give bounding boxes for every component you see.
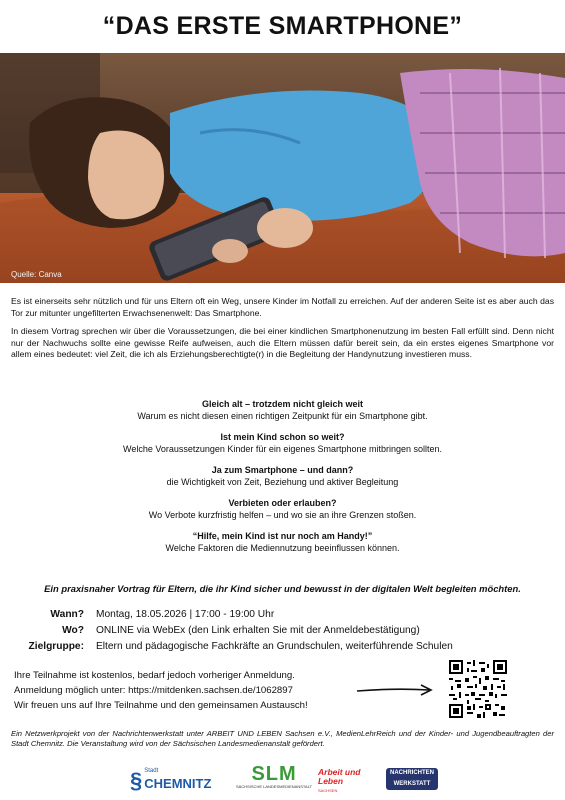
topic-title: “Hilfe, mein Kind ist nur noch am Handy!” [192,531,373,541]
event-row-when [14,606,453,622]
partner-logos [0,764,565,796]
intro-paragraph-1: Es ist einerseits sehr nützlich und für uns Eltern oft ein Weg, unsere Kinder im Notfall zu erreichen. Auf der anderen Seite ist es aber auch das Tor zur mitunter ungefilterten Erwachsenenwelt: Das Smartphone. [11,296,554,318]
topic-item [0,431,565,455]
child-with-smartphone-illustration [0,53,565,283]
slm-small-text: SÄCHSISCHE LANDESMEDIENANSTALT [236,784,313,789]
nw-line-1: NACHRICHTEN [390,770,434,776]
hand [257,208,313,248]
page-title: “DAS ERSTE SMARTPHONE” [102,12,463,40]
logo-slm [236,764,312,789]
topic-description: die Wichtigkeit von Zeit, Beziehung und aktiver Begleitung [166,477,399,487]
hero-photo [0,53,565,283]
topic-item [0,398,565,422]
logo-arbeit-und-leben [318,768,361,795]
topic-description: Welche Faktoren die Mediennutzung beeinflussen können. [165,543,400,553]
where-label: Wo? [62,624,84,636]
audience-value: Eltern und pädagogische Fachkräfte an Grundschulen, weiterführende Schulen [96,640,453,652]
topic-description: Welche Voraussetzungen Kinder für ein eigenes Smartphone mitbringen sollten. [122,444,443,454]
al-small-text: SACHSEN [318,788,338,793]
logo-nachrichtenwerkstatt [386,768,438,790]
event-row-audience [14,638,453,654]
chemnitz-big-text: CHEMNITZ [144,776,212,791]
signup-cost: Ihre Teilnahme ist kostenlos, bedarf jedoch vorheriger Anmeldung. [14,670,295,681]
intro-paragraph-2: In diesem Vortrag sprechen wir über die Voraussetzungen, die bei einer kindlichen Smartphonenutzung im besten Fall erfüllt sind. Denn nicht nur der Nachwuchs sollte eine gewisse Reife aufweisen, auch die Eltern müssen dafür bereit sein, da ein erstes eigenes Smartphone vor allem eines bedeutet: viel Zeit, die ich als Erziehungsberechtigte(r) in die Begleitung der Handynutzung investieren muss. [11,326,554,359]
topic-item [0,530,565,554]
chemnitz-mark-icon: § [130,767,143,793]
when-value: Montag, 18.05.2026 | 17:00 - 19:00 Uhr [96,608,275,620]
topic-item [0,497,565,521]
arrow-right-icon [355,682,435,698]
al-line-1: Arbeit und [318,767,361,777]
topic-title: Verbieten oder erlauben? [228,498,337,508]
event-row-where [14,622,453,638]
signup-closing: Wir freuen uns auf Ihre Teilnahme und den gemeinsamen Austausch! [14,700,308,711]
topic-title: Ja zum Smartphone – und dann? [211,465,354,475]
topic-list [0,398,565,563]
chemnitz-small-text: Stadt [144,768,159,774]
where-value: ONLINE via WebEx (den Link erhalten Sie mit der Anmeldebestätigung) [96,624,420,636]
topic-description: Warum es nicht diesen einen richtigen Zeitpunkt für ein Smartphone gibt. [137,411,428,421]
slm-big-text: SLM [251,763,297,785]
topic-title: Gleich alt – trotzdem nicht gleich weit [201,399,364,409]
audience-label: Zielgruppe: [28,640,84,652]
event-details [14,606,453,654]
when-label: Wann? [50,608,84,620]
footer-note: Ein Netzwerkprojekt von der Nachrichtenwerkstatt unter ARBEIT UND LEBEN Sachsen e.V., MedienLehrReich und der Kinder- und Jugendbeauftragten der Stadt Chemnitz. Die Veranstaltung wird von der Sächsischen Landesmedienanstalt gefördert. [11,729,554,748]
topic-title: Ist mein Kind schon so weit? [220,432,345,442]
photo-credit: Quelle: Canva [11,270,62,279]
signup-info [14,668,308,713]
al-line-2: Leben [318,776,344,786]
logo-stadt-chemnitz [130,768,211,793]
qr-code-icon[interactable] [449,660,507,718]
blue-shirt [170,91,442,221]
nw-line-2: WERKSTATT [393,781,431,787]
hand-lower [212,239,248,263]
topic-description: Wo Verbote kurzfristig helfen – und wo sie an ihre Grenzen stoßen. [148,510,417,520]
topic-item [0,464,565,488]
signup-link[interactable]: Anmeldung möglich unter: https://mitdenken.sachsen.de/1062897 [14,685,293,696]
tagline: Ein praxisnaher Vortrag für Eltern, die ihr Kind sicher und bewusst in der digitalen Welt begleiten möchten. [44,583,521,594]
